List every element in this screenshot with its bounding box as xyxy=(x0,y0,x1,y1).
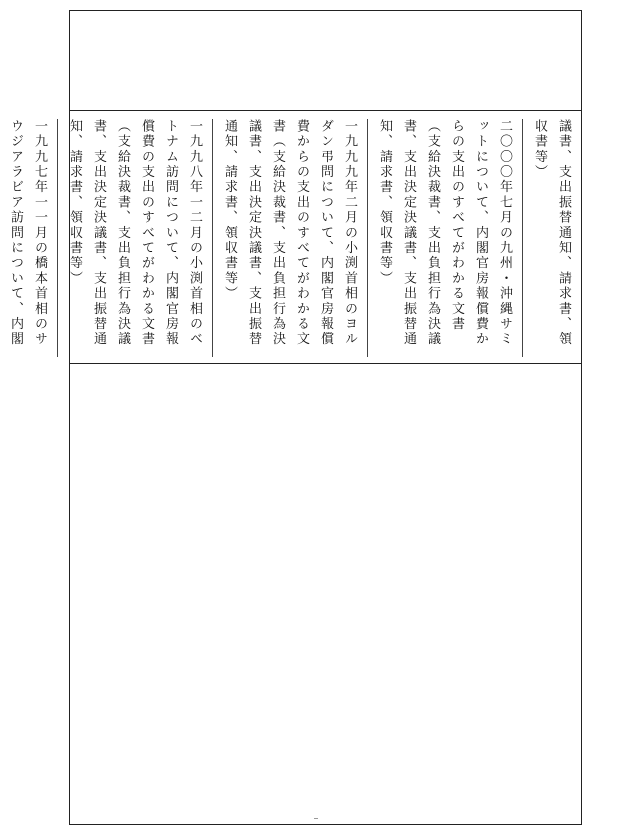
request-items-row xyxy=(8,111,581,364)
vertical-text-block xyxy=(8,119,575,357)
request-entry-2 xyxy=(367,119,516,357)
page-footer-mark xyxy=(314,818,318,819)
request-entry-4 xyxy=(57,119,206,357)
request-entry-5 xyxy=(0,119,51,357)
entry-2-text: 二〇〇〇年七月の九州・沖縄サミットについて、内閣官房報償費からの支出のすべてがわかる文書（支給決裁書、支出負担行為決議書、支出決定決議書、支出振替通知、請求書、領収書等） xyxy=(377,119,512,347)
entry-1-text: 議書、支出振替通知、請求書、領収書等） xyxy=(532,119,571,347)
bottom-blank-cell xyxy=(70,364,581,826)
document-frame xyxy=(8,10,582,825)
entry-5-text: 一九九七年一一月の橋本首相のサウジアラビア訪問について、内閣 xyxy=(8,119,47,347)
request-entry-1 xyxy=(522,119,575,357)
request-entry-3 xyxy=(212,119,361,357)
top-blank-cell xyxy=(70,11,581,111)
entry-3-text: 一九九九年二月の小渕首相のヨルダン弔問について、内閣官房報償費からの支出のすべてがわかる文書（支給決裁書、支出負担行為決議書、支出決定決議書、支出振替通知、請求書、領収書等） xyxy=(222,119,357,347)
entry-4-text: 一九九八年一二月の小渕首相のベトナム訪問について、内閣官房報償費の支出のすべてがわかる文書（支給決裁書、支出負担行為決議書、支出決定決議書、支出振替通知、請求書、領収書等） xyxy=(67,119,202,347)
